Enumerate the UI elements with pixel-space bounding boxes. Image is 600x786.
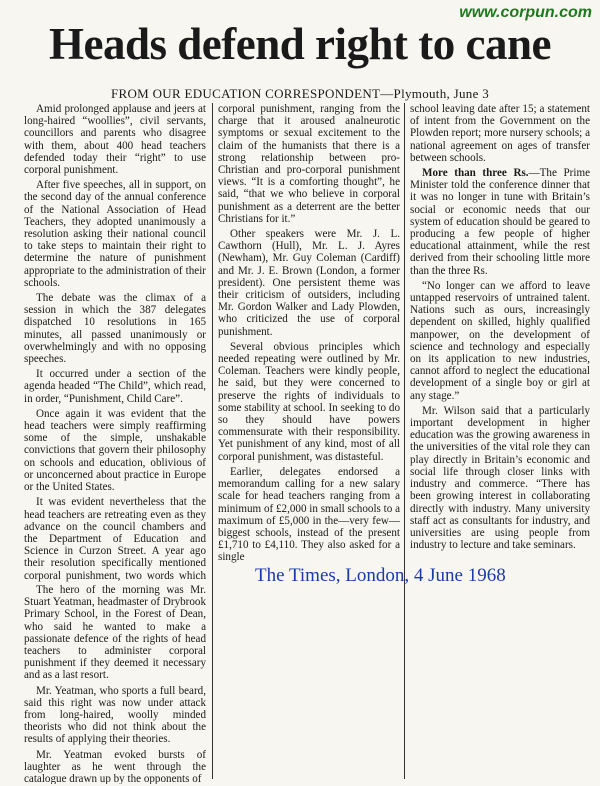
paragraph: After five speeches, all in support, on the second day of the annual conference of the National Association of Head Teachers, they adopted unanimously a resolution asking their national council to take steps to maintain their right to determine the nature of punishment appropriate to the administration of their schools. [24,179,206,289]
paragraph: Mr. Yeatman evoked bursts of laughter as he went through the catalogue drawn up by the opponents of [24,748,206,784]
paragraph: Several obvious principles which needed repeating were outlined by Mr. Coleman. Teachers were kindly people, he said, but they were concerned to preserve the rights of individuals to some stability at school. In seeking to do so they should have powers commensurate with their responsibility. Yet punishment of any kind, most of all corporal punishment, was distasteful. [218,340,400,463]
paragraph: It occurred under a section of the agenda headed “The Child”, which read, in order, “Punishment, Child Care”. [24,368,206,405]
paragraph: The debate was the climax of a session in which the 387 delegates dispatched 10 resolutions in 165 minutes, all passed unanimously or overwhelmingly and with no opposing speeches. [24,292,206,366]
article-column-1 [24,103,206,583]
watermark: www.corpun.com [459,4,592,21]
paragraph: Mr. Wilson said that a particularly important development in higher education was the growing awareness in the universities of the vital role they can play directly in Britain’s economic and social life through closer links with industry and commerce. “There has been growing interest in collaborating directly with industry. Many university staff act as consultants for industry, and universities are using people from industry to lecture and take seminars. [410,404,590,552]
paragraph: The hero of the morning was Mr. Stuart Yeatman, headmaster of Drybrook Primary School, in the Forest of Dean, who said he wanted to make a passionate defence of the rights of head teachers to administer corporal punishment if they deemed it necessary and as a last resort. [24,584,206,682]
paragraph-text: —The Prime Minister told the conference dinner that it was no longer in tune with Britain’s social or economic needs that our system of education should be geared to producing a few people of higher educational attainment, while the rest derived from their schooling little more than the three Rs. [410,167,590,277]
paragraph: Once again it was evident that the head teachers were simply reaffirming some of the simple, unshakable convictions that govern their philosophy on schools and education, oblivious of or unconcerned about practice in Europe or the United States. [24,407,206,494]
byline: FROM OUR EDUCATION CORRESPONDENT—Plymouth, June 3 [110,86,489,101]
paragraph: school leaving date after 15; a statement of intent from the Government on the Plowden report; more nursery schools; a national agreement on ages of transfer between schools. [410,103,590,164]
paragraph: Amid prolonged applause and jeers at long-haired “woollies”, civil servants, councillors and parents who disagree with them, about 400 head teachers defended today their “right” to use corporal punishment. [24,103,206,177]
paragraph: It was evident nevertheless that the head teachers are retreating even as they advance on the council chambers and the Department of Education and Science in Curzon Street. A year ago their resolution specifically mentioned corporal punishment, two words which [24,496,206,582]
column-rule-2 [404,103,405,779]
headline: Heads defend right to cane [49,19,551,69]
article-column-2 [218,103,400,633]
paragraph [410,167,590,277]
paragraph: corporal punishment, ranging from the charge that it aroused analneurotic symptoms or sexual excitement to the claim of the humanists that there is a strong relationship between pro-Christian and pro-corporal punishment views. “It is a comforting thought”, he said, “that we who believe in corporal punishment as a deterrent are the better Christians for it.” [218,103,400,225]
source-caption: The Times, London, 4 June 1968 [255,565,506,586]
article-column-1-continued [24,584,206,784]
paragraph: Mr. Yeatman, who sports a full beard, said this right was now under attack from long-haired, woolly minded theorists who did not think about the results of applying their theories. [24,684,206,746]
column-rule-1 [212,103,213,779]
article-column-3 [410,103,590,783]
paragraph: Earlier, delegates endorsed a memorandum calling for a new salary scale for head teachers ranging from a minimum of £2,000 in small schools to a maximum of £5,000 in the—very few—biggest schools, instead of the present £1,710 to £4,110. They also asked for a single [218,465,400,564]
paragraph: Other speakers were Mr. J. L. Cawthorn (Hull), Mr. L. J. Ayres (Newham), Mr. Guy Coleman (Cardiff) and Mr. J. E. Brown (London, a former president). One persistent theme was their criticism of outsiders, including Mr. Gordon Walker and Lady Plowden, who criticized the use of corporal punishment. [218,228,400,338]
subheading: More than three Rs. [422,167,529,180]
paragraph: “No longer can we afford to leave untapped reservoirs of untrained talent. Nations such as ours, increasingly dependent on skilled, highly qualified manpower, on the development of science and technology and especially on its application to new industries, cannot afford to neglect the educational development of a single boy or girl at any stage.” [410,279,590,402]
